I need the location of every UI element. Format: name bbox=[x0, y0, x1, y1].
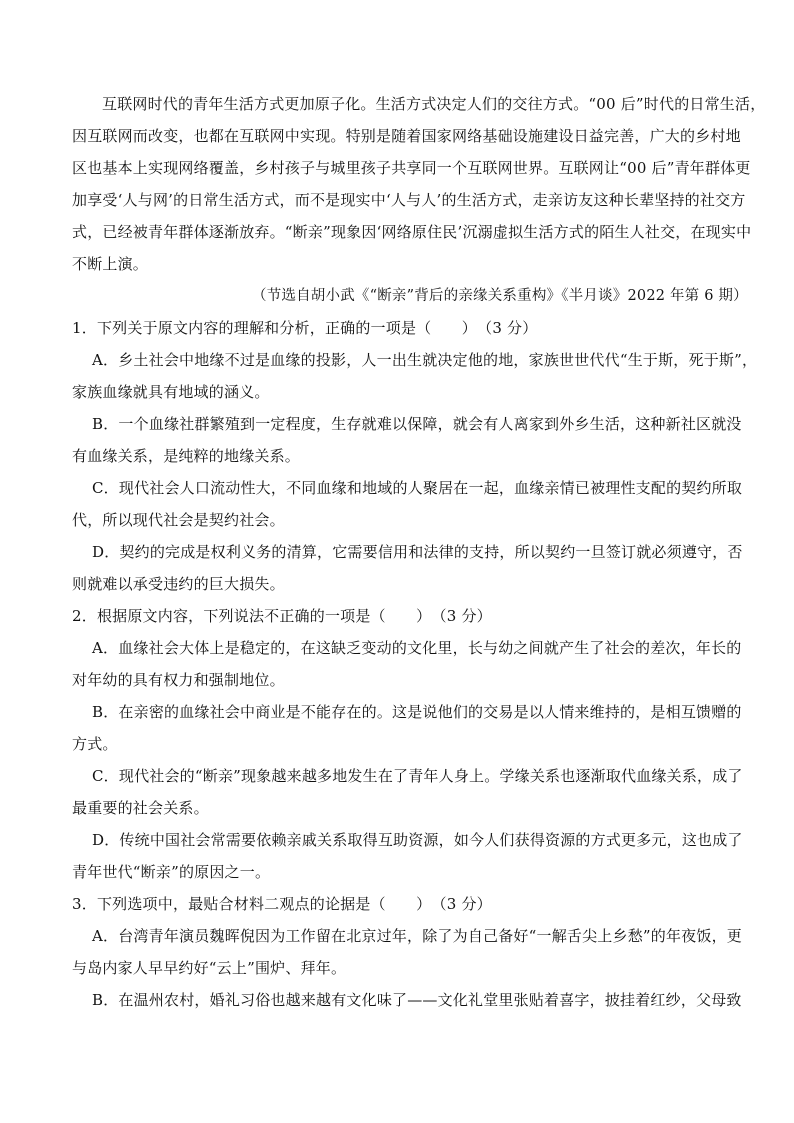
option-b-cont: 方式。 bbox=[72, 735, 118, 753]
question-3 bbox=[72, 888, 742, 1016]
document-page bbox=[72, 88, 766, 1016]
option-a: A．乡土社会中地缘不过是血缘的投影，人一出生就决定他的地，家族世世代代“生于斯，死于斯”， bbox=[92, 351, 758, 369]
option-c: C．现代社会的“断亲”现象越来越多地发生在了青年人身上。学缘关系也逐渐取代血缘关系，成了 bbox=[92, 767, 743, 785]
option-a-cont: 家族血缘就具有地域的涵义。 bbox=[72, 383, 270, 401]
passage-line: 加享受‘人与网’的日常生活方式，而不是现实中‘人与人’的生活方式，走亲访友这种长辈坚持的社交方 bbox=[72, 191, 746, 209]
passage-line: 不断上演。 bbox=[72, 255, 149, 273]
question-1 bbox=[72, 312, 758, 600]
option-b: B．一个血缘社群繁殖到一定程度，生存就难以保障，就会有人离家到外乡生活，这种新社区就没 bbox=[92, 415, 742, 433]
option-a-cont: 与岛内家人早早约好“云上”围炉、拜年。 bbox=[72, 959, 347, 977]
option-c: C．现代社会人口流动性大，不同血缘和地域的人聚居在一起，血缘亲情已被理性支配的契约所取 bbox=[92, 479, 743, 497]
passage-line: 式，已经被青年群体逐渐放弃。“断亲”现象因‘网络原住民’沉溺虚拟生活方式的陌生人社交，在现实中 bbox=[72, 223, 752, 241]
option-d: D．传统中国社会常需要依赖亲戚关系取得互助资源，如今人们获得资源的方式更多元，这也成了 bbox=[92, 831, 743, 849]
passage-line: 区也基本上实现网络覆盖，乡村孩子与城里孩子共享同一个互联网世界。互联网让“00 后”青年群体更 bbox=[72, 159, 751, 177]
option-b: B．在温州农村，婚礼习俗也越来越有文化味了——文化礼堂里张贴着喜字，披挂着红纱，父母致 bbox=[92, 991, 742, 1009]
option-b-cont: 有血缘关系，是纯粹的地缘关系。 bbox=[72, 447, 301, 465]
option-a: A．血缘社会大体上是稳定的，在这缺乏变动的文化里，长与幼之间就产生了社会的差次，年长的 bbox=[92, 639, 742, 657]
option-d-cont: 则就难以承受违约的巨大损失。 bbox=[72, 575, 285, 593]
source-citation: （节选自胡小武《“断亲”背后的亲缘关系重构》《半月谈》2022 年第 6 期） bbox=[252, 288, 748, 304]
option-b: B．在亲密的血缘社会中商业是不能存在的。这是说他们的交易是以人情来维持的，是相互馈赠的 bbox=[92, 703, 742, 721]
passage-line: 因互联网而改变，也都在互联网中实现。特别是随着国家网络基础设施建设日益完善，广大的乡村地 bbox=[72, 127, 741, 145]
option-a-cont: 对年幼的具有权力和强制地位。 bbox=[72, 671, 285, 689]
question-2 bbox=[72, 600, 743, 888]
option-c-cont: 最重要的社会关系。 bbox=[72, 799, 209, 817]
option-d: D．契约的完成是权利义务的清算，它需要信用和法律的支持，所以契约一旦签订就必须遵守，否 bbox=[92, 543, 743, 561]
passage-line: 互联网时代的青年生活方式更加原子化。生活方式决定人们的交往方式。“00 后”时代的日常生活， bbox=[102, 95, 766, 113]
option-d-cont: 青年世代“断亲”的原因之一。 bbox=[72, 863, 271, 881]
option-c-cont: 代，所以现代社会是契约社会。 bbox=[72, 511, 285, 529]
question-stem: 3．下列选项中，最贴合材料二观点的论据是（ ） （3 分） bbox=[72, 895, 492, 913]
question-stem: 1．下列关于原文内容的理解和分析，正确的一项是（ ） （3 分） bbox=[72, 319, 538, 337]
option-a: A．台湾青年演员魏晖倪因为工作留在北京过年，除了为自己备好“一解舌尖上乡愁”的年夜饭，更 bbox=[92, 927, 742, 945]
question-stem: 2．根据原文内容，下列说法不正确的一项是（ ） （3 分） bbox=[72, 607, 492, 625]
passage bbox=[72, 88, 766, 312]
